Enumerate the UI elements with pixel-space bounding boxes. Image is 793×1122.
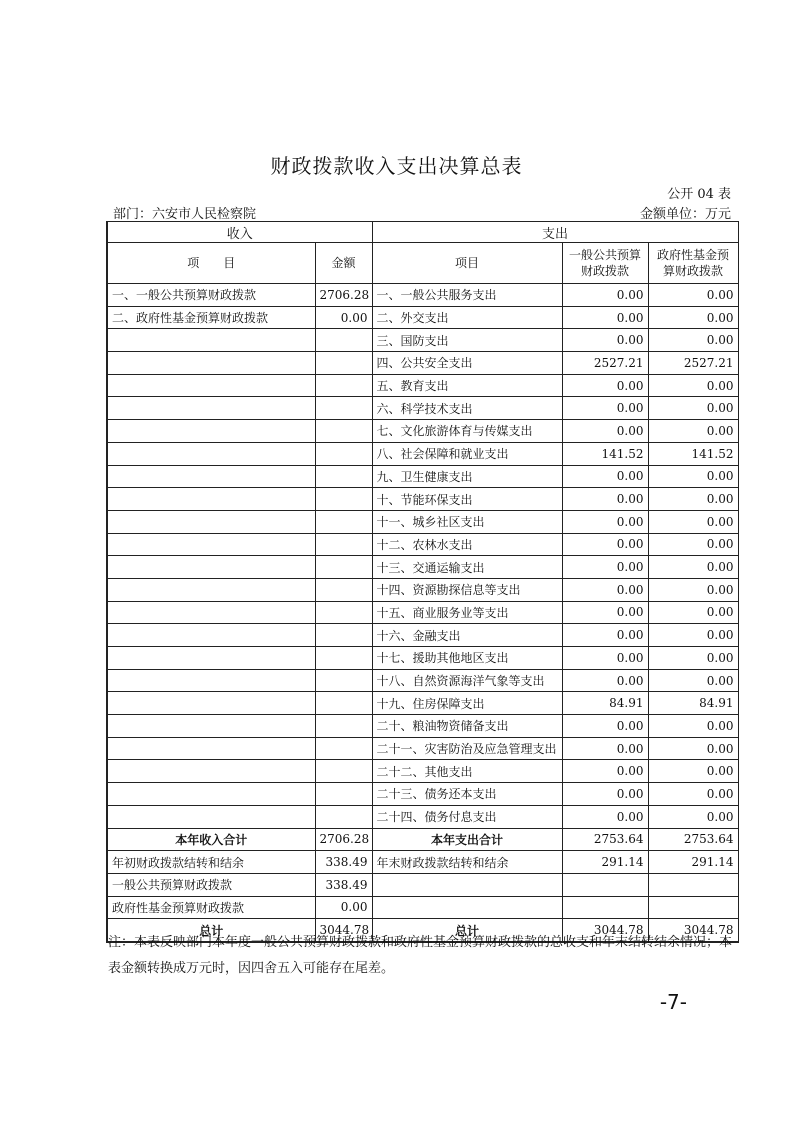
expense-item-cell: 十五、商业服务业等支出: [372, 601, 562, 624]
expense-item-cell: 七、文化旅游体育与传媒支出: [372, 420, 562, 443]
fund-budget-cell: 0.00: [648, 306, 738, 329]
income-amount-cell: [315, 329, 372, 352]
income-item-cell: [107, 442, 315, 465]
fund-budget-cell: 84.91: [648, 692, 738, 715]
income-amount-cell: [315, 420, 372, 443]
general-budget-cell: 0.00: [562, 488, 648, 511]
grand-total-label: 总计: [107, 919, 315, 942]
fund-budget-cell: 0.00: [648, 578, 738, 601]
expense-item-cell: 十九、住房保障支出: [372, 692, 562, 715]
expense-item-cell: 二十二、其他支出: [372, 760, 562, 783]
table-row: [107, 397, 738, 420]
table-row: [107, 578, 738, 601]
expense-item-cell: 十一、城乡社区支出: [372, 510, 562, 533]
income-item-cell: [107, 420, 315, 443]
expense-item-cell: 二十四、债务付息支出: [372, 805, 562, 828]
department-label: 部门：六安市人民检察院: [113, 207, 257, 222]
table-row: [107, 669, 738, 692]
table-row: [107, 896, 738, 919]
income-amount-cell: [315, 647, 372, 670]
income-amount-cell: [315, 465, 372, 488]
end-balance-fund: 291.14: [648, 851, 738, 874]
general-budget-cell: 0.00: [562, 556, 648, 579]
amount-header: 金额: [315, 243, 372, 284]
income-amount-cell: [315, 442, 372, 465]
expense-item-header: 项目: [372, 243, 562, 284]
general-budget-cell: 0.00: [562, 601, 648, 624]
expense-item-cell: 二十三、债务还本支出: [372, 783, 562, 806]
general-budget-cell: 0.00: [562, 329, 648, 352]
table-row: [107, 306, 738, 329]
income-item-cell: [107, 737, 315, 760]
table-row: [107, 601, 738, 624]
expense-section-header: 支出: [372, 222, 738, 243]
fund-budget-cell: 0.00: [648, 760, 738, 783]
income-item-cell: [107, 805, 315, 828]
table-row: [107, 374, 738, 397]
table-row: [107, 715, 738, 738]
table-row: [107, 737, 738, 760]
table-row: [107, 624, 738, 647]
income-amount-cell: 2706.28: [315, 284, 372, 307]
income-item-cell: [107, 352, 315, 375]
income-item-cell: [107, 510, 315, 533]
general-budget-cell: 84.91: [562, 692, 648, 715]
empty-cell: [372, 873, 562, 896]
fund-budget-cell: 0.00: [648, 420, 738, 443]
item-header: 项 目: [107, 243, 315, 284]
section-header-row: [107, 222, 738, 243]
general-budget-cell: 0.00: [562, 805, 648, 828]
income-item-cell: [107, 715, 315, 738]
expense-total-general: 2753.64: [562, 828, 648, 851]
table-row: [107, 760, 738, 783]
table-row: [107, 465, 738, 488]
income-total-value: 2706.28: [315, 828, 372, 851]
income-amount-cell: [315, 533, 372, 556]
general-budget-cell: 0.00: [562, 465, 648, 488]
grand-total-income: 3044.78: [315, 919, 372, 942]
fund-budget-cell: 0.00: [648, 397, 738, 420]
income-amount-cell: [315, 578, 372, 601]
grand-total-general: 3044.78: [562, 919, 648, 942]
table-row: [107, 510, 738, 533]
income-amount-cell: [315, 601, 372, 624]
expense-item-cell: 八、社会保障和就业支出: [372, 442, 562, 465]
empty-cell: [562, 896, 648, 919]
income-item-cell: [107, 556, 315, 579]
fund-budget-cell: 141.52: [648, 442, 738, 465]
income-item-cell: 二、政府性基金预算财政拨款: [107, 306, 315, 329]
table-row: [107, 805, 738, 828]
empty-cell: [648, 896, 738, 919]
general-budget-cell: 0.00: [562, 624, 648, 647]
fund-budget-cell: 0.00: [648, 715, 738, 738]
table-row: [107, 329, 738, 352]
table-row: [107, 352, 738, 375]
grand-total-expense-label: 总计: [372, 919, 562, 942]
expense-item-cell: 十八、自然资源海洋气象等支出: [372, 669, 562, 692]
expense-total-fund: 2753.64: [648, 828, 738, 851]
income-amount-cell: [315, 397, 372, 420]
general-budget-cell: 2527.21: [562, 352, 648, 375]
expense-item-cell: 九、卫生健康支出: [372, 465, 562, 488]
fund-budget-cell: 0.00: [648, 647, 738, 670]
fund-budget-value: 0.00: [315, 896, 372, 919]
fund-budget-cell: 0.00: [648, 488, 738, 511]
general-budget-cell: 0.00: [562, 397, 648, 420]
grand-total-fund: 3044.78: [648, 919, 738, 942]
general-budget-cell: 0.00: [562, 760, 648, 783]
expense-item-cell: 二十、粮油物资储备支出: [372, 715, 562, 738]
general-budget-label: 一般公共预算财政拨款: [107, 873, 315, 896]
expense-item-cell: 五、教育支出: [372, 374, 562, 397]
income-item-cell: [107, 783, 315, 806]
fund-budget-header: 政府性基金预算财政拨款: [648, 243, 738, 284]
empty-cell: [372, 896, 562, 919]
income-item-cell: [107, 692, 315, 715]
income-item-cell: [107, 760, 315, 783]
income-item-cell: [107, 374, 315, 397]
general-budget-cell: 0.00: [562, 647, 648, 670]
expense-item-cell: 十六、金融支出: [372, 624, 562, 647]
income-amount-cell: [315, 783, 372, 806]
expense-item-cell: 四、公共安全支出: [372, 352, 562, 375]
expense-item-cell: 十、节能环保支出: [372, 488, 562, 511]
table-code: 公开 04 表: [667, 187, 731, 202]
income-amount-cell: [315, 715, 372, 738]
expense-item-cell: 一、一般公共服务支出: [372, 284, 562, 307]
expense-item-cell: 十四、资源勘探信息等支出: [372, 578, 562, 601]
income-section-header: 收入: [107, 222, 372, 243]
fund-budget-cell: 0.00: [648, 465, 738, 488]
fund-budget-cell: 0.00: [648, 783, 738, 806]
fund-budget-cell: 0.00: [648, 284, 738, 307]
income-amount-cell: [315, 737, 372, 760]
budget-table: [106, 221, 739, 943]
income-amount-cell: [315, 488, 372, 511]
end-balance-label: 年末财政拨款结转和结余: [372, 851, 562, 874]
expense-item-cell: 十二、农林水支出: [372, 533, 562, 556]
general-budget-cell: 0.00: [562, 737, 648, 760]
income-amount-cell: [315, 510, 372, 533]
income-amount-cell: [315, 374, 372, 397]
expense-item-cell: 六、科学技术支出: [372, 397, 562, 420]
general-budget-value: 338.49: [315, 873, 372, 896]
income-amount-cell: [315, 692, 372, 715]
general-budget-cell: 0.00: [562, 374, 648, 397]
empty-cell: [648, 873, 738, 896]
expense-total-label: 本年支出合计: [372, 828, 562, 851]
table-row: [107, 692, 738, 715]
table-row: [107, 828, 738, 851]
general-budget-cell: 0.00: [562, 715, 648, 738]
fund-budget-cell: 0.00: [648, 805, 738, 828]
income-amount-cell: [315, 352, 372, 375]
fund-budget-cell: 0.00: [648, 374, 738, 397]
income-amount-cell: 0.00: [315, 306, 372, 329]
page-number: -7-: [659, 990, 687, 1014]
income-item-cell: [107, 397, 315, 420]
table-row: [107, 488, 738, 511]
general-budget-cell: 0.00: [562, 783, 648, 806]
table-row: [107, 783, 738, 806]
income-item-cell: [107, 578, 315, 601]
expense-item-cell: 十七、援助其他地区支出: [372, 647, 562, 670]
income-item-cell: [107, 329, 315, 352]
table-row: [107, 556, 738, 579]
expense-item-cell: 三、国防支出: [372, 329, 562, 352]
fund-budget-cell: 0.00: [648, 510, 738, 533]
income-amount-cell: [315, 760, 372, 783]
table-row: [107, 851, 738, 874]
general-budget-cell: 0.00: [562, 533, 648, 556]
table-row: [107, 442, 738, 465]
income-amount-cell: [315, 669, 372, 692]
fund-budget-cell: 0.00: [648, 737, 738, 760]
income-amount-cell: [315, 556, 372, 579]
fund-budget-cell: 2527.21: [648, 352, 738, 375]
fund-budget-cell: 0.00: [648, 669, 738, 692]
fund-budget-cell: 0.00: [648, 329, 738, 352]
general-budget-cell: 141.52: [562, 442, 648, 465]
page-title: 财政拨款收入支出决算总表: [270, 154, 523, 178]
table-row: [107, 533, 738, 556]
table-row: [107, 873, 738, 896]
column-header-row: [107, 243, 738, 284]
general-budget-cell: 0.00: [562, 578, 648, 601]
general-budget-header: 一般公共预算财政拨款: [562, 243, 648, 284]
general-budget-cell: 0.00: [562, 420, 648, 443]
expense-item-cell: 十三、交通运输支出: [372, 556, 562, 579]
expense-item-cell: 二十一、灾害防治及应急管理支出: [372, 737, 562, 760]
income-item-cell: [107, 488, 315, 511]
expense-item-cell: 二、外交支出: [372, 306, 562, 329]
general-budget-cell: 0.00: [562, 669, 648, 692]
table-row: [107, 284, 738, 307]
fund-budget-label: 政府性基金预算财政拨款: [107, 896, 315, 919]
income-total-label: 本年收入合计: [107, 828, 315, 851]
income-amount-cell: [315, 624, 372, 647]
fund-budget-cell: 0.00: [648, 533, 738, 556]
income-item-cell: [107, 624, 315, 647]
end-balance-general: 291.14: [562, 851, 648, 874]
income-item-cell: 一、一般公共预算财政拨款: [107, 284, 315, 307]
income-item-cell: [107, 669, 315, 692]
fund-budget-cell: 0.00: [648, 624, 738, 647]
income-item-cell: [107, 465, 315, 488]
fund-budget-cell: 0.00: [648, 556, 738, 579]
income-amount-cell: [315, 805, 372, 828]
table-row: [107, 420, 738, 443]
empty-cell: [562, 873, 648, 896]
general-budget-cell: 0.00: [562, 284, 648, 307]
income-item-cell: [107, 533, 315, 556]
begin-balance-label: 年初财政拨款结转和结余: [107, 851, 315, 874]
begin-balance-value: 338.49: [315, 851, 372, 874]
general-budget-cell: 0.00: [562, 510, 648, 533]
income-item-cell: [107, 601, 315, 624]
income-item-cell: [107, 647, 315, 670]
footnote: 注：本表反映部门本年度一般公共预算财政拨款和政府性基金预算财政拨款的总收支和年末结转结余情况；本表金额转换成万元时，因四舍五入可能存在尾差。: [108, 935, 733, 976]
table-row: [107, 647, 738, 670]
fund-budget-cell: 0.00: [648, 601, 738, 624]
general-budget-cell: 0.00: [562, 306, 648, 329]
unit-label: 金额单位：万元: [639, 207, 731, 222]
